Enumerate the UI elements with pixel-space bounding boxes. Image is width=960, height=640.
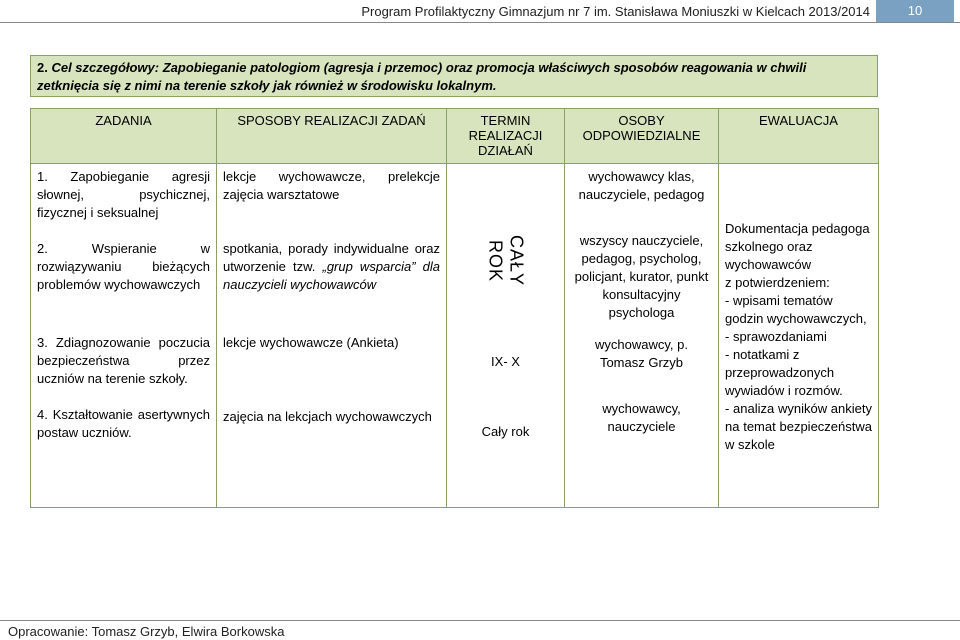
term-column: [447, 164, 565, 508]
table-header-row: [31, 109, 879, 164]
header-divider: [0, 22, 960, 23]
responsible-2: wszyscy nauczyciele, pedagog, psycholog, policjant, kurator, punkt konsultacyjny psychologa: [574, 233, 709, 320]
method-1: lekcje wychowawcze, prelekcje zajęcia warsztatowe: [223, 169, 440, 202]
method-4: zajęcia na lekcjach wychowawczych: [223, 409, 432, 424]
evaluation-line: - sprawozdaniami: [725, 329, 827, 344]
task-2: 2. Wspieranie w rozwiązywaniu bieżących problemów wychowawczych: [37, 241, 210, 292]
responsible-1: wychowawcy klas, nauczyciele, pedagog: [578, 169, 705, 202]
document-title: Program Profilaktyczny Gimnazjum nr 7 im. Stanisława Moniuszki w Kielcach 2013/2014: [361, 4, 870, 19]
table-body-row: [31, 164, 879, 508]
term-3: IX- X: [491, 354, 520, 369]
evaluation-line: - analiza wyników ankiety na temat bezpieczeństwa w szkole: [725, 401, 872, 452]
responsible-column: [565, 164, 719, 508]
term-4: Cały rok: [481, 424, 530, 439]
header-responsible: OSOBY ODPOWIEDZIALNE: [565, 109, 719, 164]
evaluation-line: Dokumentacja pedagoga szkolnego oraz wychowawców: [725, 221, 870, 272]
goal-text: Cel szczegółowy: Zapobieganie patologiom (agresja i przemoc) oraz promocja właściwych sposobów reagowania w chwili zetknięcia się z nimi na terenie szkoły jak również w środowisku lokalnym.: [37, 60, 807, 93]
footer-divider: [0, 620, 960, 621]
header-evaluation: EWALUACJA: [719, 109, 879, 164]
task-3: 3. Zdiagnozowanie poczucia bezpieczeństwa przez uczniów na terenie szkoły.: [37, 335, 210, 386]
evaluation-line: - notatkami z przeprowadzonych wywiadów i rozmów.: [725, 347, 843, 398]
header-methods: SPOSOBY REALIZACJI ZADAŃ: [217, 109, 447, 164]
header-term: TERMIN REALIZACJI DZIAŁAŃ: [447, 109, 565, 164]
evaluation-column: [719, 164, 879, 508]
responsible-4: wychowawcy, nauczyciele: [602, 401, 681, 434]
page-number-badge: 10: [876, 0, 954, 22]
evaluation-line: - wpisami tematów godzin wychowawczych,: [725, 293, 867, 326]
evaluation-line: z potwierdzeniem:: [725, 275, 830, 290]
method-2-support-groups: „grup wsparcia” dla nauczycieli wychowawców: [223, 259, 441, 292]
task-1: 1. Zapobieganie agresji słownej, psychicznej, fizycznej i seksualnej: [37, 169, 210, 220]
method-2-text: spotkania, porady indywidualne oraz utworzenie tzw.: [223, 241, 440, 274]
page-footer: Opracowanie: Tomasz Grzyb, Elwira Borkowska: [8, 624, 285, 639]
methods-column: [217, 164, 447, 508]
term-whole-year: CAŁY ROK: [485, 235, 527, 287]
goal-number: 2.: [37, 60, 48, 75]
header-tasks: ZADANIA: [31, 109, 217, 164]
task-4: 4. Kształtowanie asertywnych postaw uczniów.: [37, 407, 210, 440]
tasks-column: [31, 164, 217, 508]
plan-table: [30, 108, 879, 508]
goal-statement: [30, 55, 878, 97]
page-header: [0, 0, 960, 22]
method-2: [223, 240, 440, 294]
responsible-3: wychowawcy, p. Tomasz Grzyb: [595, 337, 688, 370]
method-3: lekcje wychowawcze (Ankieta): [223, 335, 399, 350]
